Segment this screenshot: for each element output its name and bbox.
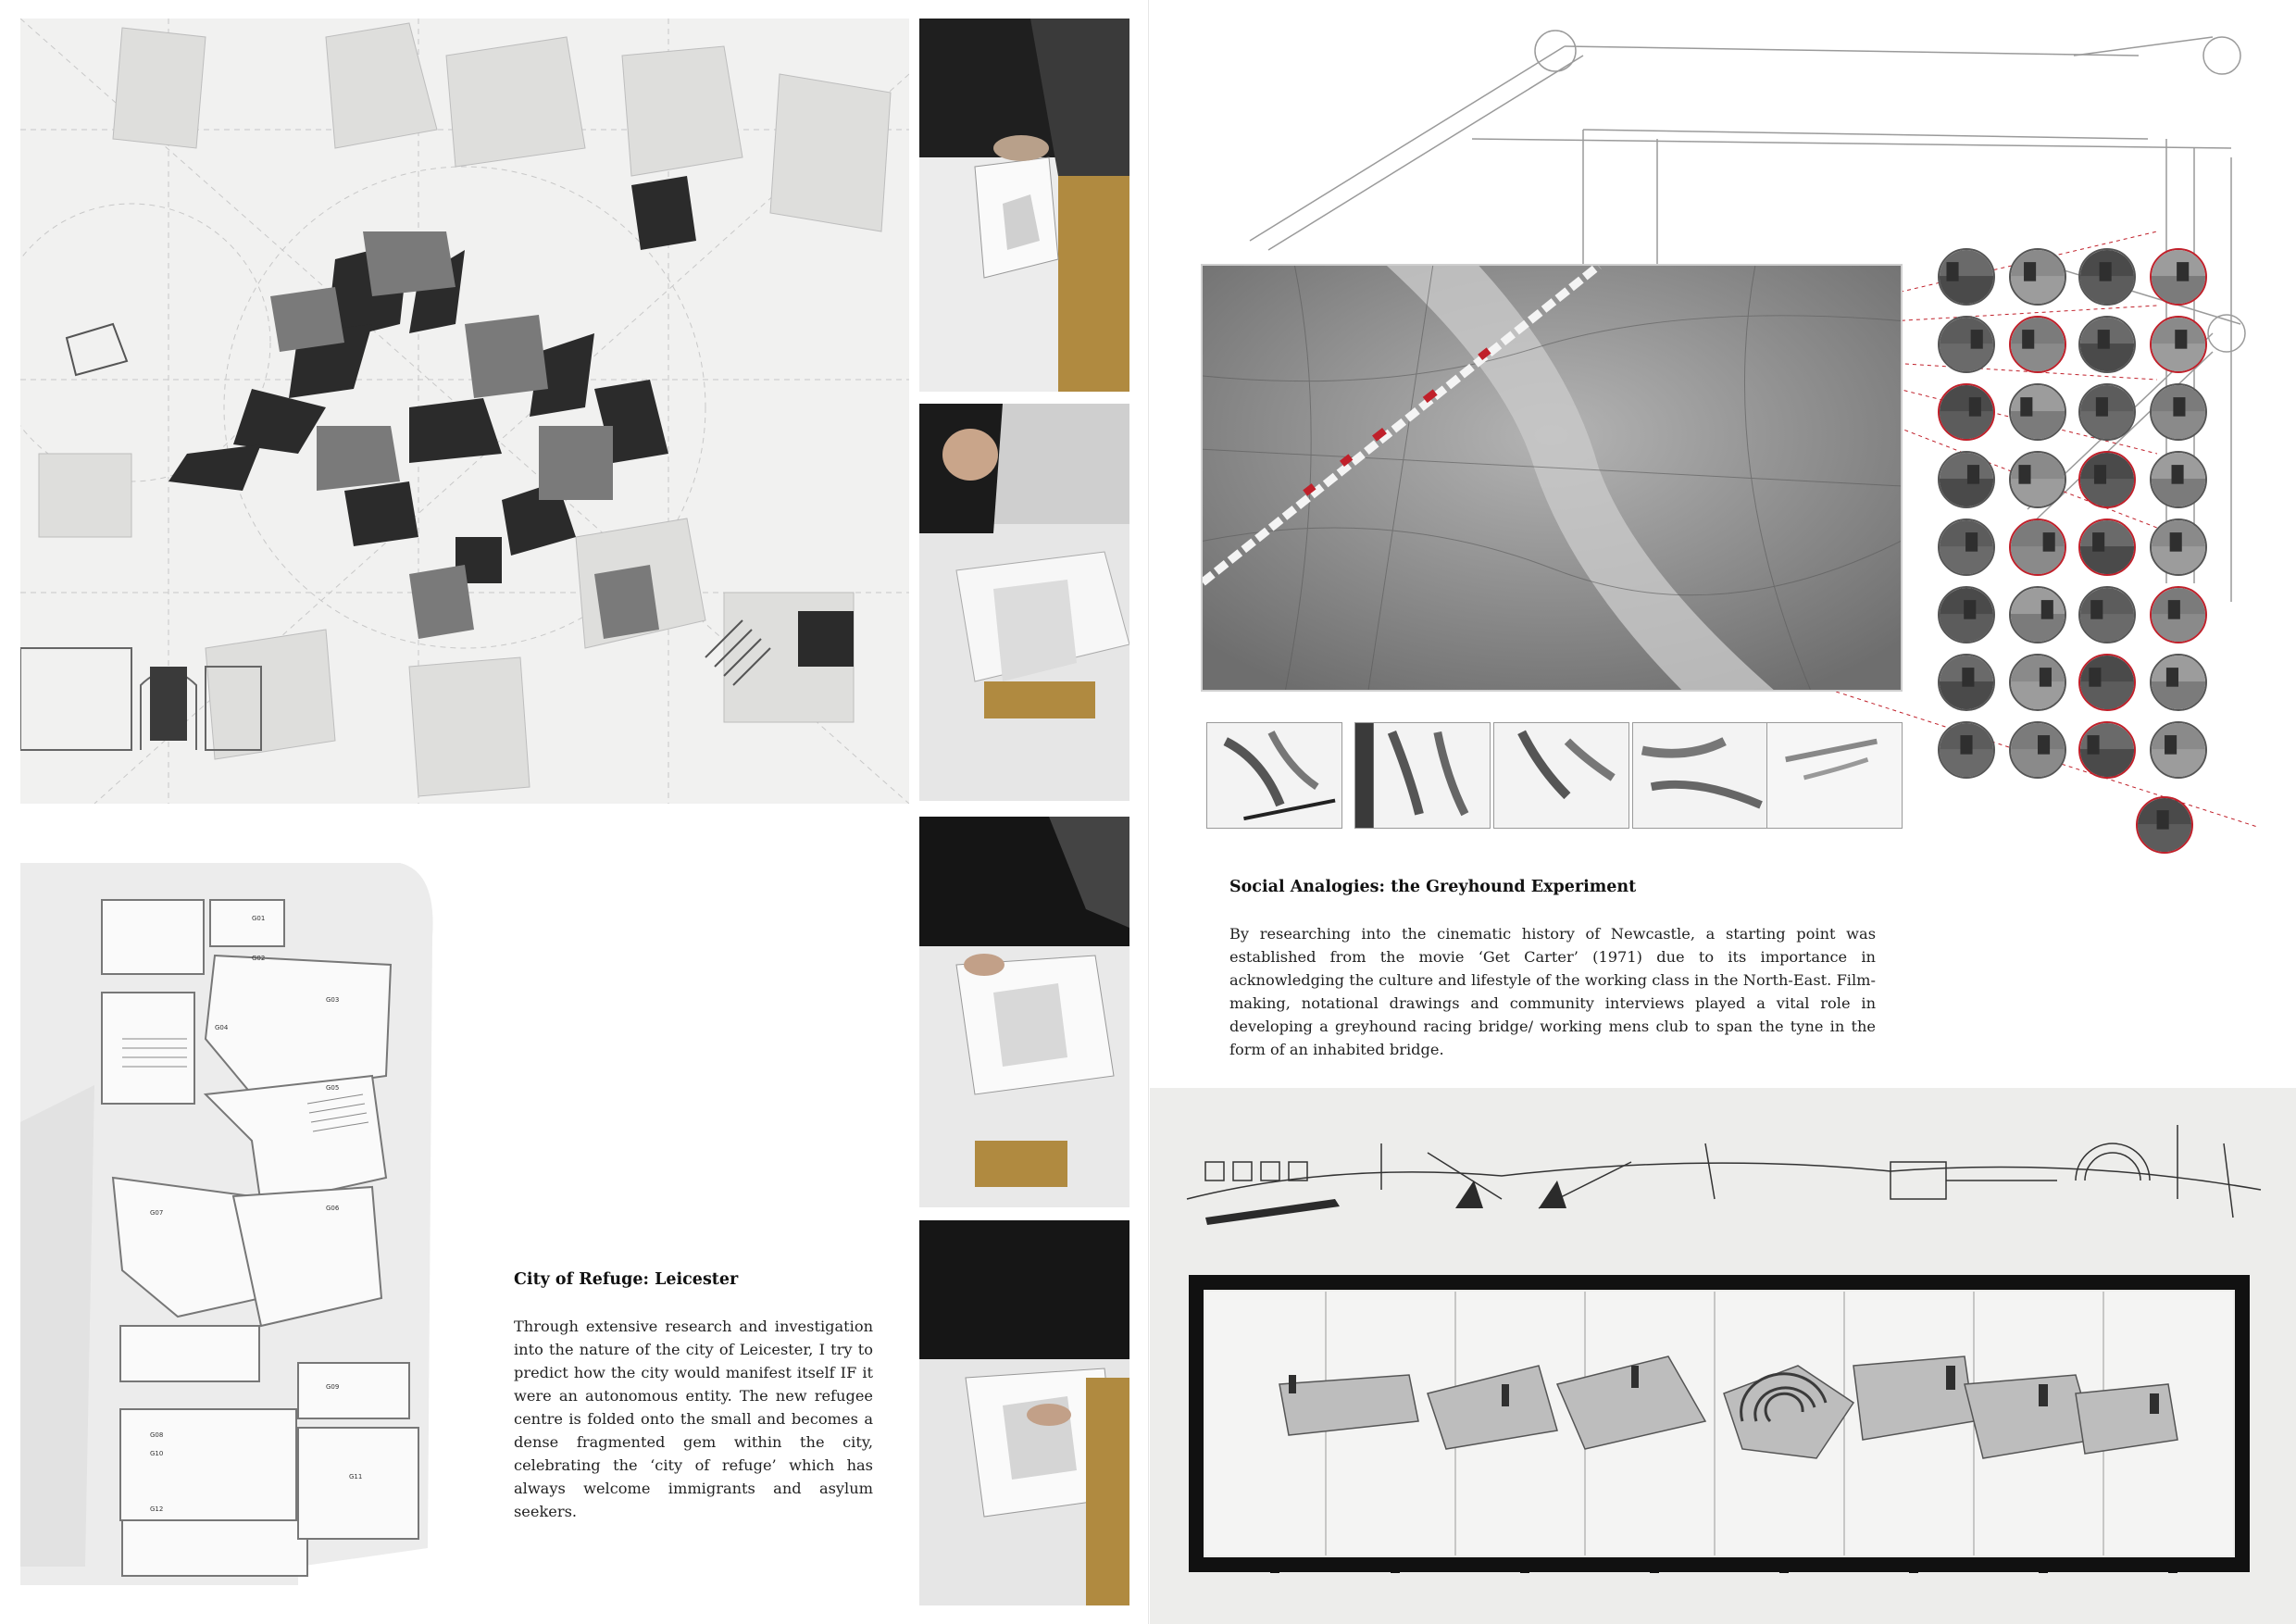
film-still-5 (1766, 722, 1903, 829)
circle-photo (2078, 451, 2136, 508)
circle-photo (2009, 316, 2066, 373)
city-of-refuge-body: Through extensive research and investigation into the nature of the city of Leicester, I try to predict how the city would manifest itself IF it were an autonomous entity. The new refugee centre is folded onto the small and becomes a dense fragmented gem within the city, celebrating the ‘city of refuge’ which has always welcome immigrants and asylum seekers. (514, 1318, 873, 1520)
circle-photo (2009, 721, 2066, 779)
circle-photo (1938, 248, 1995, 306)
circle-photo (2009, 383, 2066, 441)
circle-photo (1938, 451, 1995, 508)
svg-text:G09: G09 (326, 1383, 340, 1391)
svg-text:G11: G11 (349, 1473, 363, 1480)
circle-photo (2009, 586, 2066, 643)
circle-photo (2150, 586, 2207, 643)
svg-text:G08: G08 (150, 1431, 164, 1439)
svg-text:G06: G06 (326, 1205, 340, 1212)
svg-text:G04: G04 (215, 1024, 229, 1031)
circle-photo (2009, 518, 2066, 576)
circle-photo (2078, 654, 2136, 711)
circle-photo (2009, 654, 2066, 711)
svg-text:G07: G07 (150, 1209, 164, 1217)
circle-photo (1938, 586, 1995, 643)
circle-photo (2009, 248, 2066, 306)
circle-photo (2078, 721, 2136, 779)
model-photo-2 (919, 404, 1129, 801)
svg-text:G02: G02 (252, 955, 266, 962)
film-still-4 (1632, 722, 1768, 829)
circle-photo (1938, 721, 1995, 779)
circle-photo (2150, 248, 2207, 306)
circle-photo (2078, 586, 2136, 643)
circle-photo (2009, 451, 2066, 508)
model-photo-4 (919, 1220, 1129, 1605)
svg-text:G03: G03 (326, 996, 340, 1004)
circle-photo (1938, 383, 1995, 441)
svg-text:G12: G12 (150, 1505, 164, 1513)
collage-drawing (20, 19, 909, 804)
circle-photo (2150, 721, 2207, 779)
svg-text:G10: G10 (150, 1450, 164, 1457)
circle-photo (2136, 796, 2193, 854)
circle-photo (2150, 518, 2207, 576)
bridge-model-photo (1150, 1088, 2296, 1624)
page-divider (1148, 0, 1149, 1624)
svg-text:G01: G01 (252, 915, 266, 922)
greyhound-body: By researching into the cinematic history of Newcastle, a starting point was established from the movie ‘Get Carter’ (1971) due to its importance in acknowledging the culture and lifestyle of the working class in the North-East. Film-making, notational drawings and community interviews played a vital role in developing a greyhound racing bridge/ working mens club to span the tyne in the form of an inhabited bridge. (1229, 925, 1876, 1058)
city-of-refuge-heading: City of Refuge: Leicester (514, 1270, 739, 1289)
circle-photo (2078, 383, 2136, 441)
circle-photo (2150, 451, 2207, 508)
circle-photo (1938, 518, 1995, 576)
svg-text:G05: G05 (326, 1084, 340, 1092)
film-still-3 (1493, 722, 1629, 829)
film-still-1 (1206, 722, 1342, 829)
circle-photo (2150, 654, 2207, 711)
circle-photo (2078, 248, 2136, 306)
circle-photo (2078, 316, 2136, 373)
circle-photo (2078, 518, 2136, 576)
circle-photo (2150, 316, 2207, 373)
newcastle-map (1201, 264, 1903, 692)
film-still-2 (1354, 722, 1491, 829)
circle-photo (1938, 316, 1995, 373)
circle-photo (1938, 654, 1995, 711)
circle-photo (2150, 383, 2207, 441)
model-photo-1 (919, 19, 1129, 392)
greyhound-heading: Social Analogies: the Greyhound Experiment (1229, 878, 1637, 896)
model-photo-3 (919, 817, 1129, 1207)
floor-plan (20, 863, 455, 1585)
